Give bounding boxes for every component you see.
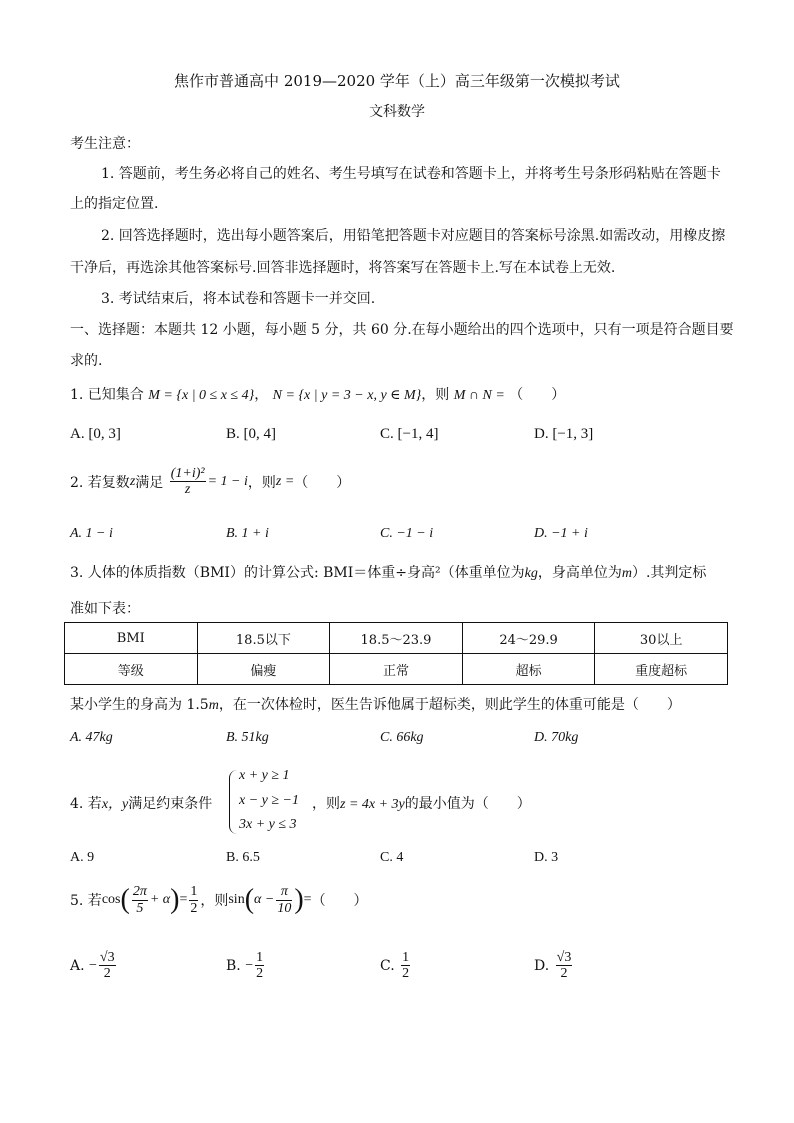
q4-mid: 满足约束条件 (128, 796, 213, 812)
notice-item-1-cont: 上的指定位置. (70, 196, 159, 212)
exam-title: 焦作市普通高中 2019—2020 学年（上）高三年级第一次模拟考试 (174, 72, 620, 90)
q2-mid: 满足 (135, 474, 164, 491)
question-5: 5. 若cos( $\frac{2\pi}{5}$ + α)= $\frac{1}{2}$ ，则sin(α − $\frac{\pi}{10}$ )=（ ） (70, 884, 368, 916)
q5-d2: 10 (277, 900, 292, 916)
q5-option-b-sign: − (245, 957, 254, 973)
q5-option-b-label: B. (226, 957, 241, 974)
q5-frac-2 (276, 884, 292, 916)
table-cell: 正常 (330, 654, 463, 685)
q2-lhs: z = (275, 473, 295, 489)
q4-text (70, 793, 212, 813)
q5-hd: 2 (190, 900, 198, 916)
q5-option-b-den: 2 (256, 966, 264, 982)
q5-option-a (70, 950, 118, 982)
table-cell: 18.5以下 (197, 623, 330, 654)
q2-rhs: = 1 − i (207, 473, 248, 489)
q5-option-c-frac (401, 950, 410, 982)
q2-option-b: B. 1 + i (226, 526, 269, 541)
q4-ask: ，则 (312, 796, 340, 812)
q2-var: z (129, 473, 136, 489)
q4-prefix: 4. 若 (70, 796, 102, 812)
q3-option-a: A. 47kg (70, 730, 113, 745)
q5-half (189, 884, 198, 916)
q4-option-c: C. 4 (380, 850, 404, 865)
q5-option-a-den: 2 (103, 966, 111, 982)
q5-sin: sin (228, 892, 245, 907)
q1-ask: ，则 (421, 387, 450, 403)
q3-after-a: 某小学生的身高为 1.5 (70, 697, 209, 713)
q5-option-d-label: D. (534, 957, 550, 974)
q3-option-b: B. 51kg (226, 730, 269, 745)
q5-option-d-den: 2 (560, 966, 568, 982)
q5-alpha-minus: α − (254, 892, 275, 907)
table-row (65, 623, 728, 654)
q3-option-d: D. 70kg (534, 730, 579, 745)
q4-tail-text: 的最小值为（ ） (404, 796, 531, 812)
q1-option-d: D. [−1, 3] (534, 426, 594, 442)
section-heading-cont: 求的. (70, 353, 103, 369)
question-3 (70, 562, 706, 582)
q5-frac-1 (132, 884, 148, 916)
q5-ask: ，则 (200, 893, 229, 909)
q5-option-b-frac (255, 950, 264, 982)
q1-prefix: 1. 已知集合 (70, 387, 144, 403)
q5-option-c (380, 950, 412, 982)
q3-question (70, 694, 681, 714)
q1-expr: M ∩ N = (453, 388, 505, 403)
q4-option-d: D. 3 (534, 850, 559, 865)
notice-item-2-cont: 干净后，再选涂其他答案标号.回答非选择题时，将答案写在答题卡上.写在本试卷上无效. (70, 260, 616, 276)
question-1: 1. 已知集合 M = {x | 0 ≤ x ≤ 4}， N = {x | y = 3 − x, y ∈ M}，则 M ∩ N = （ ） (70, 387, 566, 403)
q5-hn: 1 (190, 884, 198, 900)
q5-option-d (534, 950, 574, 982)
q5-option-c-label: C. (380, 957, 395, 974)
q5-option-c-num: 1 (402, 950, 410, 965)
q1-set-m: M = {x | 0 ≤ x ≤ 4} (148, 388, 255, 403)
table-cell: 24～29.9 (462, 623, 595, 654)
q2-paren: （ ） (294, 474, 351, 491)
q3-line1c: ）.其判定标 (631, 565, 707, 581)
q4-brace (229, 770, 238, 834)
q3-unit-kg: kg (524, 566, 538, 581)
q5-option-a-sign: − (89, 957, 97, 973)
q3-line1b: ，身高单位为 (537, 565, 622, 581)
q3-option-c: C. 66kg (380, 730, 424, 745)
exam-subject: 文科数学 (369, 104, 425, 120)
section-heading: 一、选择题：本题共 12 小题，每小题 5 分，共 60 分.在每小题给出的四个选项中，只有一项是符合题目要 (70, 322, 734, 338)
q5-option-d-frac (556, 950, 573, 982)
q5-paren: （ ） (311, 893, 368, 909)
table-cell: 等级 (65, 654, 198, 685)
q5-option-a-frac (99, 950, 116, 982)
table-cell: 超标 (462, 654, 595, 685)
q5-option-c-den: 2 (402, 966, 410, 982)
q2-option-c: C. −1 − i (380, 526, 434, 541)
q3-line1a: 3. 人体的体质指数（BMI）的计算公式: BMI＝体重÷身高²（体重单位为 (70, 565, 525, 581)
q1-set-n: N = {x | y = 3 − x, y ∈ M} (272, 388, 422, 403)
q4-constraint-1: x + y ≥ 1 (239, 768, 290, 783)
q2-denominator: z (184, 482, 191, 498)
table-cell: 偏瘦 (197, 654, 330, 685)
q5-prefix: 5. 若 (70, 893, 102, 909)
question-2 (70, 466, 350, 498)
q2-ask: ，则 (247, 474, 276, 491)
q4-tail (312, 793, 531, 813)
q1-option-a: A. [0, 3] (70, 426, 121, 442)
notice-item-2: 2. 回答选择题时，选出每小题答案后，用铅笔把答题卡对应题目的答案标号涂黑.如需改动，用橡皮擦 (101, 228, 726, 244)
q4-vars: x，y (101, 797, 129, 812)
q5-n1: 2π (132, 884, 147, 900)
q3-line2: 准如下表： (70, 601, 140, 617)
table-cell: 18.5～23.9 (330, 623, 463, 654)
q4-objective: z = 4x + 3y (340, 797, 405, 812)
q5-option-b-num: 1 (256, 950, 264, 965)
q2-option-a: A. 1 − i (70, 526, 113, 541)
q4-option-a: A. 9 (70, 850, 95, 865)
q5-cos: cos (101, 892, 121, 907)
q3-unit-m: m (621, 566, 632, 581)
table-cell: BMI (65, 623, 198, 654)
q5-option-a-label: A. (70, 957, 85, 974)
q2-option-d: D. −1 + i (534, 526, 588, 541)
q5-eq2: = (303, 892, 312, 907)
q5-option-b (226, 950, 266, 982)
q4-option-b: B. 6.5 (226, 850, 260, 865)
q3-after-m: m (208, 698, 219, 713)
q5-option-a-num: √3 (99, 950, 115, 965)
q4-constraint-2: x − y ≥ −1 (239, 793, 300, 808)
q5-n2: π (276, 884, 292, 900)
q2-fraction (170, 466, 206, 498)
q5-plus-alpha: + α (149, 892, 171, 907)
table-cell: 30以上 (595, 623, 728, 654)
notice-item-3: 3. 考试结束后，将本试卷和答题卡一并交回. (101, 291, 376, 307)
q1-option-b: B. [0, 4] (226, 426, 276, 442)
q2-prefix: 2. 若复数 (70, 474, 130, 491)
q1-option-c: C. [−1, 4] (380, 426, 439, 442)
notice-heading: 考生注意： (70, 136, 140, 152)
notice-item-1: 1. 答题前，考生务必将自己的姓名、考生号填写在试卷和答题卡上，并将考生号条形码粘贴在答题卡 (101, 166, 721, 182)
q5-eq: = (179, 892, 188, 907)
table-row (65, 654, 728, 685)
q5-option-d-num: √3 (556, 950, 572, 965)
q5-d1: 5 (136, 900, 144, 916)
q4-constraint-3: 3x + y ≤ 3 (239, 817, 297, 832)
q1-paren: （ ） (509, 387, 566, 403)
q3-after-b: ，在一次体检时，医生告诉他属于超标类，则此学生的体重可能是（ ） (218, 697, 681, 713)
bmi-table (64, 622, 728, 685)
table-cell: 重度超标 (595, 654, 728, 685)
q2-numerator: (1+i)² (170, 466, 205, 481)
